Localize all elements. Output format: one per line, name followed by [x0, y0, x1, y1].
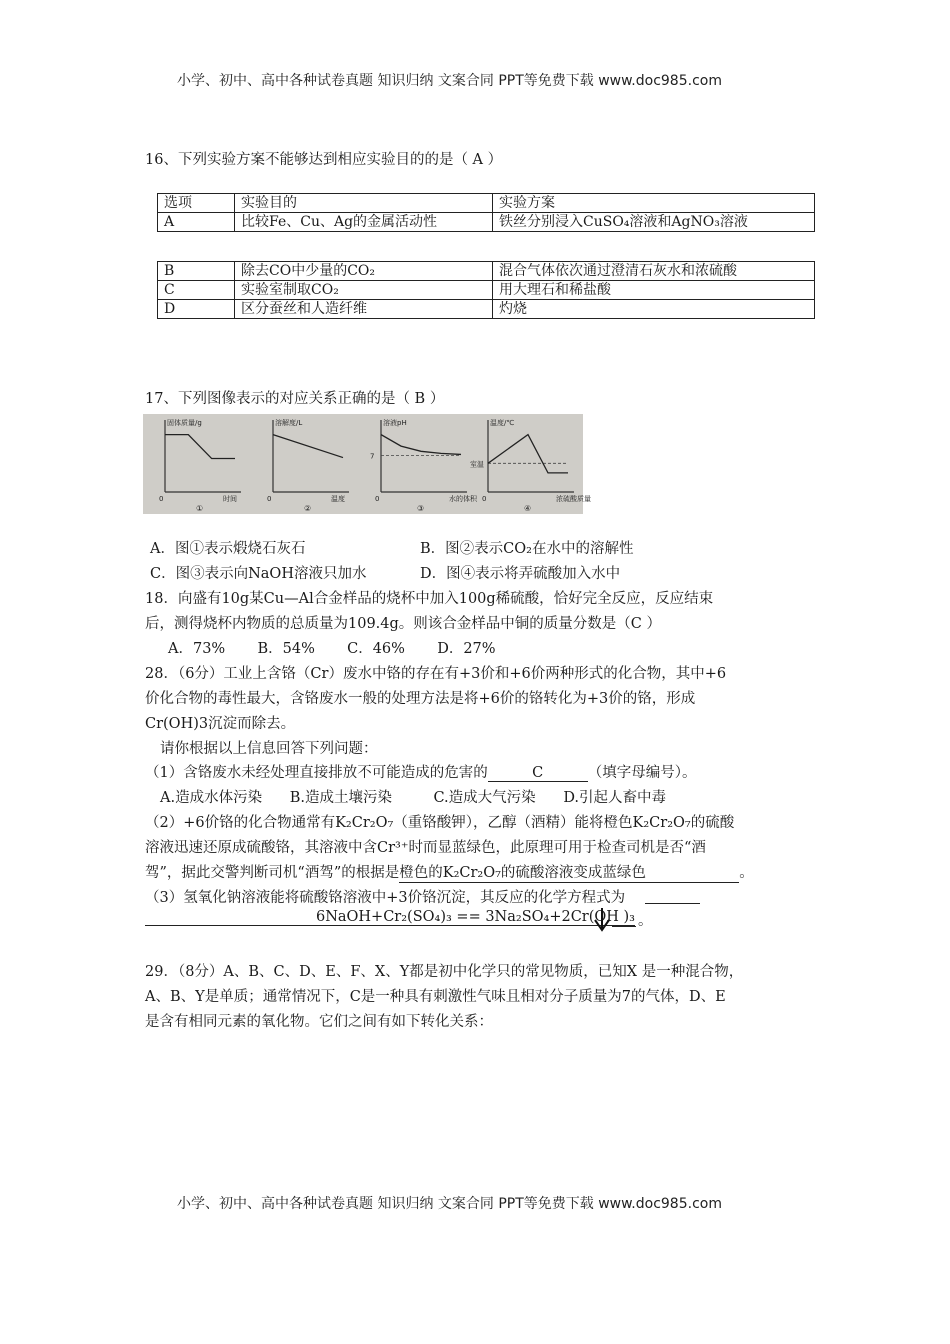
q28-part2-line2: 溶液迅速还原成硫酸铬，其溶液中含Cr³⁺时而显蓝绿色，此原理可用于检查司机是否“酒 — [145, 840, 706, 856]
q28-line3: Cr(OH)3沉淀而除去。 — [145, 716, 296, 732]
q16-stem: 16、下列实验方案不能够达到相应实验目的的是（ A ） — [145, 152, 503, 168]
table-cell: C — [158, 281, 235, 300]
table-cell: B — [158, 262, 235, 281]
series-line — [488, 435, 568, 473]
table-header-cell: 选项 — [158, 194, 235, 213]
table-row — [158, 281, 815, 300]
q16-table-bottom — [157, 261, 815, 319]
q28-part1-answer: C — [488, 765, 588, 782]
table-row — [158, 262, 815, 281]
q18-line1: 18．向盛有10g某Cu—Al合金样品的烧杯中加入100g稀硫酸，恰好完全反应，反应结束 — [145, 591, 714, 607]
q28-part2-suffix: 。 — [739, 865, 754, 881]
q16-table-top — [157, 193, 815, 232]
q28-part3-line1: （3）氢氧化钠溶液能将硫酸铬溶液中+3价铬沉淀，其反应的化学方程式为 — [145, 890, 626, 906]
q28-part2-prefix: 驾”，据此交警判断司机“酒驾”的根据是 — [145, 865, 400, 881]
table-cell: 比较Fe、Cu、Ag的金属活动性 — [235, 213, 493, 232]
origin-label: 0 — [159, 495, 164, 503]
reference-label: 7 — [370, 452, 375, 461]
series-line — [381, 435, 461, 455]
y-axis-label: 温度/℃ — [490, 419, 515, 427]
q29-line1: 29．（8分）A、B、C、D、E、F、X、Y都是初中化学只的常见物质，已知X 是一种混合物， — [145, 964, 744, 980]
q17-option-d: D．图④表示将弄硫酸加入水中 — [420, 566, 621, 582]
origin-label: 0 — [267, 495, 272, 503]
q28-part2-line1: （2）+6价铬的化合物通常有K₂Cr₂O₇（重铬酸钾），乙醇（酒精）能将橙色K₂Cr₂O₇的硫酸 — [145, 815, 735, 831]
table-row — [158, 213, 815, 232]
q28-part3-suffix: 。 — [638, 913, 653, 929]
page-footer: 小学、初中、高中各种试卷真题 知识归纳 文案合同 PPT等免费下载 www.doc985.com — [177, 1196, 722, 1212]
down-arrow-icon — [592, 906, 612, 934]
q17-charts-svg — [143, 414, 591, 514]
origin-label: 0 — [482, 495, 487, 503]
q28-part3-equation: 6NaOH+Cr₂(SO₄)₃ == 3Na₂SO₄+2Cr(OH )₃ — [145, 909, 635, 926]
x-axis-label: 水的体积 — [449, 495, 477, 503]
q28-part2-answer: 橙色的K₂Cr₂O₇的硫酸溶液变成蓝绿色 — [399, 861, 739, 883]
table-cell: D — [158, 300, 235, 319]
q18-options: A．73% B．54% C．46% D．27% — [168, 641, 496, 657]
q28-part3-underline-tail — [612, 926, 636, 927]
y-axis-label: 溶解度/L — [275, 419, 303, 427]
y-axis-label: 溶液pH — [383, 419, 407, 427]
x-axis-label: 浓硫酸质量 — [556, 495, 591, 503]
q29-line3: 是含有相同元素的氧化物。它们之间有如下转化关系： — [145, 1014, 493, 1030]
chart-id-label: ③ — [417, 504, 425, 513]
q28-part1 — [145, 761, 696, 782]
table-cell: 区分蚕丝和人造纤维 — [235, 300, 493, 319]
table-cell: 用大理石和稀盐酸 — [493, 281, 815, 300]
q28-part3-line2 — [145, 909, 635, 926]
q17-option-c: C．图③表示向NaOH溶液只加水 — [150, 566, 367, 582]
q28-line2: 价化合物的毒性最大，含铬废水一般的处理方法是将+6价的铬转化为+3价的铬，形成 — [145, 691, 696, 707]
table-header-cell: 实验目的 — [235, 194, 493, 213]
table-cell: 除去CO中少量的CO₂ — [235, 262, 493, 281]
x-axis-label: 时间 — [223, 495, 237, 503]
q17-stem: 17、下列图像表示的对应关系正确的是（ B ） — [145, 391, 445, 407]
q17-chart-image — [143, 414, 591, 514]
chart-id-label: ② — [304, 504, 312, 513]
table-row — [158, 300, 815, 319]
x-axis-label: 温度 — [331, 495, 345, 503]
reference-label: 室温 — [470, 460, 484, 469]
q18-line2: 后，测得烧杯内物质的总质量为109.4g。则该合金样品中铜的质量分数是（C ） — [145, 616, 661, 632]
q28-part1-prefix: （1）含铬废水未经处理直接排放不可能造成的危害的 — [145, 765, 488, 781]
series-line — [165, 435, 235, 459]
table-cell: 实验室制取CO₂ — [235, 281, 493, 300]
y-axis-label: 固体质量/g — [167, 419, 202, 427]
q28-intro: 请你根据以上信息回答下列问题： — [160, 741, 378, 757]
q28-part1-options: A.造成水体污染 B.造成土壤污染 C.造成大气污染 D.引起人畜中毒 — [160, 790, 667, 806]
table-header-row — [158, 194, 815, 213]
table-header-cell: 实验方案 — [493, 194, 815, 213]
q28-part3-blank-tail — [645, 903, 700, 904]
table-cell: A — [158, 213, 235, 232]
origin-label: 0 — [375, 495, 380, 503]
q28-part1-suffix: （填字母编号）。 — [587, 765, 697, 781]
chart-id-label: ① — [196, 504, 204, 513]
q29-line2: A、B、Y是单质；通常情况下，C是一种具有刺激性气味且相对分子质量为7的气体，D、E — [145, 989, 726, 1005]
q28-part2-line3 — [145, 861, 754, 883]
q17-option-b: B．图②表示CO₂在水中的溶解性 — [420, 541, 634, 557]
series-line — [273, 435, 343, 458]
table-cell: 混合气体依次通过澄清石灰水和浓硫酸 — [493, 262, 815, 281]
q17-option-a: A．图①表示煅烧石灰石 — [150, 541, 306, 557]
page-header: 小学、初中、高中各种试卷真题 知识归纳 文案合同 PPT等免费下载 www.doc985.com — [177, 73, 722, 89]
table-cell: 铁丝分别浸入CuSO₄溶液和AgNO₃溶液 — [493, 213, 815, 232]
table-cell: 灼烧 — [493, 300, 815, 319]
q28-line1: 28．（6分）工业上含铬（Cr）废水中铬的存在有+3价和+6价两种形式的化合物，其中+6 — [145, 666, 727, 682]
chart-id-label: ④ — [524, 504, 532, 513]
